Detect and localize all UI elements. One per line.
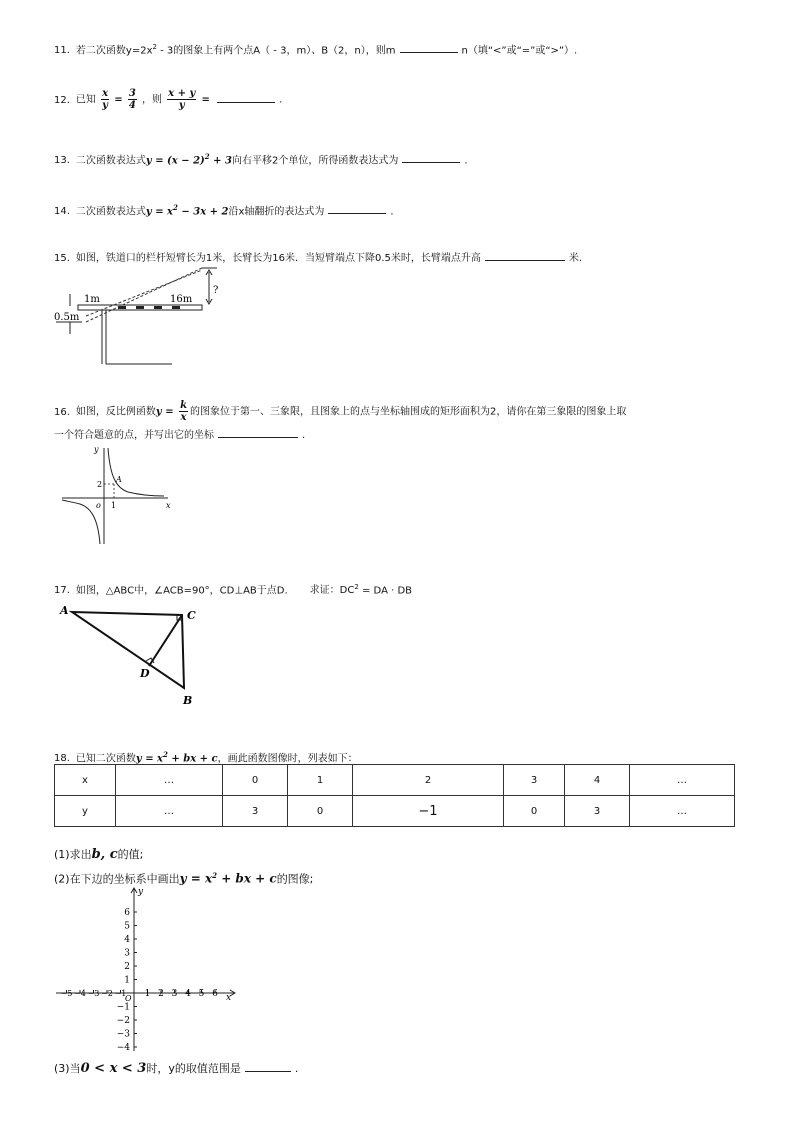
q17-label-A: A (60, 604, 69, 617)
q16-fraction-k-over-x (179, 400, 188, 423)
y-tick-label: −3 (116, 1029, 130, 1040)
q18-cell: x (55, 765, 116, 796)
y-tick-label: 1 (124, 975, 130, 986)
q18-sub3-pre: (3)当 (54, 1062, 81, 1075)
q18-sup: 2 (163, 750, 168, 759)
q12-eq2: = (201, 94, 210, 106)
x-tick-label: −3 (87, 989, 100, 998)
q18-sub3-post: 时，y的取值范围是 (146, 1062, 241, 1075)
y-tick-label: −4 (116, 1043, 130, 1053)
question-16 (54, 400, 626, 423)
q17-triangle-abc (72, 612, 184, 688)
question-16-line2 (54, 427, 305, 443)
q16-label-1: 1 (111, 501, 117, 510)
q18-sub1 (54, 848, 143, 862)
x-tick-label: 3 (171, 989, 178, 999)
q16-label-A: A (116, 475, 122, 484)
y-tick-label: 5 (124, 921, 130, 932)
q12-mid: ，则 (141, 94, 162, 106)
q16-label-y: y (94, 445, 99, 454)
q18-cell: 0 (288, 796, 353, 827)
q18-cell: 2 (353, 765, 504, 796)
q18-expr2: + bx + c (167, 753, 218, 765)
q14-post: 沿x轴翻折的表达式为 (228, 206, 325, 218)
q15-label-1m: 1m (84, 294, 100, 305)
q18-axis-x-label: x (226, 993, 232, 1003)
q18-sub2-expr: y = x (179, 871, 213, 886)
q18-sub3-answer-blank[interactable] (245, 1061, 291, 1072)
x-tick-label: −4 (74, 989, 86, 998)
q15-number: 15. (54, 253, 70, 264)
q12-f3-top: x + y (168, 88, 196, 99)
q18-sub1-pre: (1)求出 (54, 848, 92, 861)
q17-altitude-cd (149, 615, 182, 666)
q14-answer-blank[interactable] (328, 203, 386, 214)
q15-label-q: ? (213, 285, 219, 296)
q14-expr2: − 3x + 2 (177, 206, 229, 218)
q17-prove2: = DA · DB (358, 585, 413, 597)
q12-fraction-x-over-y (101, 88, 109, 111)
question-13 (54, 150, 468, 168)
q18-cell: 0 (223, 765, 288, 796)
q17-label-D: D (140, 667, 150, 680)
q18-expr: y = x (135, 753, 164, 765)
x-tick-label: 1 (144, 989, 151, 999)
q18-cell: … (630, 765, 735, 796)
q16-answer-blank[interactable] (218, 427, 298, 438)
q18-cell: 3 (223, 796, 288, 827)
q18-cell: 4 (565, 765, 630, 796)
x-tick-label: −5 (60, 989, 73, 998)
q18-cell: … (630, 796, 735, 827)
q17-text: 如图，△ABC中，∠ACB=90°，CD⊥AB于点D. (75, 585, 288, 597)
question-17 (54, 580, 412, 598)
q16-expr: y = (155, 406, 178, 418)
y-tick-label: 4 (124, 935, 130, 945)
q13-end: . (464, 155, 468, 167)
q17-number: 17. (54, 585, 70, 597)
q18-row-y (55, 796, 735, 827)
q13-expr2: + 3 (209, 155, 232, 167)
q15-bar-stripe-4 (172, 306, 180, 309)
q18-origin-label: O (125, 994, 132, 1003)
q16-line2: 一个符合题意的点，并写出它的坐标 (54, 430, 214, 441)
q11-text2: - 3的图象上有两个点A（ - 3，m）、B（2，n），则m (156, 45, 396, 57)
q12-number: 12. (54, 94, 70, 106)
q15-text: 如图，铁道口的栏杆短臂长为1米，长臂长为16米．当短臂端点下降0.5米时，长臂端点升高 (75, 253, 481, 264)
x-tick-label: 4 (185, 989, 191, 999)
q18-post: ，画此函数图像时，列表如下： (217, 753, 358, 765)
q13-post: 向右平移2个单位，所得函数表达式为 (231, 155, 399, 167)
q11-sup: 2 (152, 43, 157, 51)
q16-f-top: k (180, 400, 187, 411)
q18-cell: … (116, 796, 223, 827)
q18-sub2 (54, 869, 313, 887)
q14-sup: 2 (173, 203, 178, 212)
q18-cell: 0 (504, 796, 565, 827)
q11-text: 若二次函数y=2x (75, 45, 153, 57)
q18-sub2-sup: 2 (212, 871, 218, 880)
question-11 (54, 40, 577, 58)
q16-hyperbola-figure (56, 442, 176, 546)
q16-curve-q3 (62, 500, 100, 544)
q16-post: 的图象位于第一、三象限，且图象上的点与坐标轴围成的矩形面积为2，请你在第三象限的图象上取 (190, 406, 627, 418)
q11-text3: n（填“<”或“=”或“>”）. (461, 45, 578, 57)
q12-f1-top: x (102, 88, 109, 99)
q12-eq: = (114, 94, 123, 106)
x-tick-label: 6 (212, 989, 218, 999)
q12-f2-top: 3 (128, 88, 136, 99)
q11-number: 11. (54, 45, 70, 57)
q14-pre: 二次函数表达式 (75, 206, 146, 218)
x-tick-label: −2 (101, 989, 113, 998)
q18-pre: 已知二次函数 (75, 753, 136, 765)
q18-sub1-post: 的值; (117, 848, 144, 861)
q18-cell: 1 (288, 765, 353, 796)
q17-prove: 求证：DC (309, 585, 355, 597)
q18-x-ticks-negative (61, 989, 127, 998)
q18-row-x (55, 765, 735, 796)
q18-value-table (54, 764, 735, 827)
q18-coordinate-system (54, 885, 244, 1055)
y-tick-label: −2 (116, 1016, 130, 1026)
y-tick-label: −1 (116, 1002, 130, 1013)
q15-answer-blank[interactable] (485, 250, 565, 261)
q13-pre: 二次函数表达式 (75, 155, 146, 167)
q15-label-16m: 16m (170, 294, 193, 305)
q12-pre: 已知 (75, 94, 96, 106)
q18-sub2-post: 的图像; (276, 872, 314, 886)
q14-end: . (390, 206, 394, 218)
q15-label-05m: 0.5m (54, 312, 80, 323)
q16-label-o: o (96, 501, 101, 510)
q18-x-ticks-positive (145, 989, 219, 999)
q18-cell: y (55, 796, 116, 827)
q16-f-bot: x (180, 412, 187, 423)
y-tick-label: 6 (124, 908, 130, 918)
q16-label-2: 2 (97, 480, 103, 489)
q15-bar-stripe-3 (154, 306, 162, 309)
q18-number: 18. (54, 753, 70, 765)
q18-sub3-expr: 0 < x < 3 (80, 1061, 147, 1076)
q15-bar-stripe-2 (136, 306, 144, 309)
q17-label-B: B (183, 694, 193, 707)
q16-pre: 如图，反比例函数 (75, 406, 156, 418)
x-tick-label: 5 (198, 989, 205, 999)
x-tick-label: −1 (114, 989, 127, 998)
q11-answer-blank[interactable] (400, 42, 458, 53)
q14-expr: y = x (145, 206, 174, 218)
question-14 (54, 201, 394, 219)
q13-number: 13. (54, 155, 70, 167)
q18-sub2-pre: (2)在下边的坐标系中画出 (54, 872, 180, 886)
q18-sub3-end: . (294, 1062, 299, 1075)
q15-railway-barrier-figure (52, 264, 222, 368)
q16-end: . (302, 430, 306, 441)
q12-fraction-sum-over-y (167, 88, 196, 111)
q18-cell: … (116, 765, 223, 796)
q13-expr: y = (x − 2) (145, 155, 205, 167)
q18-cell: 3 (565, 796, 630, 827)
q18-sub1-vars: b, c (91, 847, 118, 862)
q16-number: 16. (54, 406, 70, 418)
q17-sup: 2 (354, 583, 359, 591)
question-12 (54, 88, 282, 111)
q12-f2-bot: 4 (128, 100, 136, 111)
q14-number: 14. (54, 206, 70, 218)
q18-cell: −1 (353, 796, 504, 827)
x-tick-label: 2 (158, 989, 164, 999)
q17-triangle-figure (56, 600, 206, 710)
y-tick-label: 2 (124, 962, 130, 972)
q12-f3-bot: y (178, 100, 185, 111)
q18-sub3 (54, 1061, 298, 1076)
q12-end: . (279, 94, 283, 106)
q18-cell: 3 (504, 765, 565, 796)
q16-curve-q1 (108, 448, 164, 496)
q12-f1-bot: y (102, 100, 108, 111)
q16-label-x: x (166, 501, 171, 510)
q15-end: 米. (568, 253, 583, 264)
q12-fraction-3-over-4 (128, 88, 137, 111)
q18-sub2-expr2: + bx + c (217, 871, 277, 886)
q13-sup: 2 (204, 152, 210, 161)
q17-label-C: C (187, 609, 196, 622)
y-tick-label: 3 (124, 948, 130, 959)
q18-axis-y-label: y (138, 887, 144, 897)
q13-answer-blank[interactable] (402, 152, 460, 163)
q12-answer-blank[interactable] (217, 92, 275, 103)
